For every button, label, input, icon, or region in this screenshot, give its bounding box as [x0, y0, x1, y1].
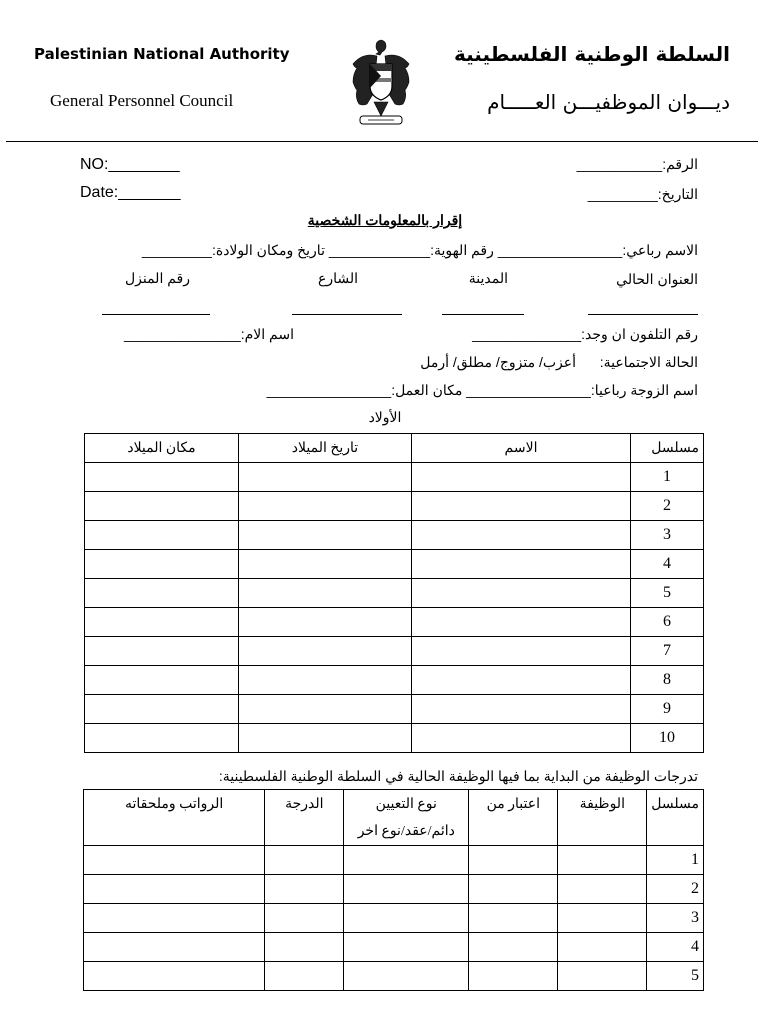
table-row	[84, 846, 704, 875]
table-cell[interactable]	[469, 846, 558, 875]
dept-name-ar: ديـــوان الموظفيـــن العـــــام	[487, 90, 730, 114]
eagle-emblem-icon	[350, 36, 412, 130]
house-number-label: رقم المنزل	[124, 270, 190, 286]
city-label: المدينة	[468, 270, 508, 286]
appointment-type-subheader: دائم/عقد/نوع اخر	[357, 824, 455, 839]
row-number: 6	[631, 608, 704, 637]
table-cell[interactable]	[558, 875, 647, 904]
date-field-en[interactable]: Date:_______	[80, 184, 181, 201]
table-cell[interactable]	[239, 463, 412, 492]
table-row	[84, 962, 704, 991]
table-cell[interactable]	[469, 904, 558, 933]
table-row	[85, 724, 704, 753]
table-cell[interactable]	[85, 695, 239, 724]
table-row	[85, 463, 704, 492]
table-row	[85, 550, 704, 579]
table-header-row	[85, 434, 704, 463]
address-blank[interactable]	[588, 314, 698, 315]
row-number: 8	[631, 666, 704, 695]
table-cell[interactable]	[239, 521, 412, 550]
job-history-table	[83, 789, 704, 991]
job-history-title: تدرجات الوظيفة من البداية بما فيها الوظيفة الحالية في السلطة الوطنية الفلسطينية:	[218, 768, 698, 784]
table-cell[interactable]	[469, 933, 558, 962]
dept-name-en: General Personnel Council	[50, 91, 234, 110]
row-number: 2	[647, 875, 704, 904]
row-number: 2	[631, 492, 704, 521]
table-row	[84, 875, 704, 904]
table-cell[interactable]	[558, 933, 647, 962]
table-cell[interactable]	[558, 904, 647, 933]
table-cell[interactable]	[85, 608, 239, 637]
mother-name-field[interactable]: اسم الام:_______________	[123, 326, 294, 342]
table-cell[interactable]	[265, 875, 344, 904]
table-header: تاريخ الميلاد	[239, 434, 412, 463]
table-cell[interactable]	[85, 579, 239, 608]
table-header: الاسم	[412, 434, 631, 463]
table-row	[85, 666, 704, 695]
row-number: 3	[631, 521, 704, 550]
row-number: 5	[631, 579, 704, 608]
table-cell[interactable]	[239, 637, 412, 666]
table-header: مسلسل	[631, 434, 704, 463]
row-number: 4	[647, 933, 704, 962]
date-field-ar[interactable]: التاريخ:_________	[587, 186, 698, 202]
table-cell[interactable]	[558, 846, 647, 875]
table-cell[interactable]	[85, 550, 239, 579]
table-header: اعتبار من	[469, 790, 558, 846]
org-name-ar: السلطة الوطنية الفلسطينية	[454, 42, 730, 66]
table-cell[interactable]	[85, 521, 239, 550]
table-cell[interactable]	[84, 933, 265, 962]
form-title: إقرار بالمعلومات الشخصية	[307, 212, 463, 228]
table-row	[85, 492, 704, 521]
table-cell[interactable]	[412, 608, 631, 637]
marital-status-label: الحالة الاجتماعية:	[599, 354, 698, 370]
table-cell[interactable]	[412, 666, 631, 695]
row-number: 3	[647, 904, 704, 933]
header-divider	[6, 141, 758, 142]
table-header: الدرجة	[265, 790, 344, 846]
row-number: 4	[631, 550, 704, 579]
street-blank[interactable]	[292, 314, 402, 315]
table-header: مكان الميلاد	[85, 434, 239, 463]
org-name-en: Palestinian National Authority	[34, 45, 290, 63]
row-number: 5	[647, 962, 704, 991]
table-cell[interactable]	[239, 608, 412, 637]
table-cell[interactable]	[265, 933, 344, 962]
table-cell[interactable]	[469, 875, 558, 904]
spouse-workplace-fields[interactable]: اسم الزوجة رباعيا:________________ مكان العمل:________________	[266, 382, 698, 398]
number-field-ar[interactable]: الرقم:___________	[576, 156, 698, 172]
name-id-birth-fields[interactable]: الاسم رباعي:________________ رقم الهوية:_____________ تاريخ ومكان الولادة:_________	[141, 242, 698, 258]
children-table	[84, 433, 704, 753]
number-field-en[interactable]: NO:________	[80, 156, 180, 173]
row-number: 7	[631, 637, 704, 666]
table-row	[85, 521, 704, 550]
table-cell[interactable]	[239, 579, 412, 608]
table-header: الوظيفة	[558, 790, 647, 846]
table-row	[85, 637, 704, 666]
table-cell[interactable]	[344, 904, 469, 933]
table-cell[interactable]	[344, 846, 469, 875]
table-header: مسلسل	[647, 790, 704, 846]
city-blank[interactable]	[442, 314, 524, 315]
table-cell[interactable]	[558, 962, 647, 991]
street-label: الشارع	[317, 270, 358, 286]
table-cell[interactable]	[265, 962, 344, 991]
row-number: 9	[631, 695, 704, 724]
table-cell[interactable]	[85, 637, 239, 666]
table-cell[interactable]	[84, 904, 265, 933]
table-cell[interactable]	[265, 846, 344, 875]
table-cell[interactable]	[412, 579, 631, 608]
table-cell[interactable]	[412, 695, 631, 724]
table-cell[interactable]	[412, 521, 631, 550]
table-row	[85, 695, 704, 724]
table-header: الرواتب وملحقاته	[84, 790, 265, 846]
row-number: 1	[647, 846, 704, 875]
table-cell[interactable]	[344, 875, 469, 904]
table-cell[interactable]	[85, 666, 239, 695]
table-cell[interactable]	[85, 463, 239, 492]
table-header: نوع التعيين	[375, 797, 437, 812]
table-cell[interactable]	[412, 637, 631, 666]
table-row	[85, 608, 704, 637]
appointment-type-header	[344, 790, 469, 846]
phone-field[interactable]: رقم التلفون ان وجد:______________	[472, 326, 698, 342]
table-cell[interactable]	[84, 846, 265, 875]
children-title: الأولاد	[368, 409, 402, 425]
table-cell[interactable]	[265, 904, 344, 933]
table-cell[interactable]	[85, 724, 239, 753]
table-row	[85, 579, 704, 608]
table-cell[interactable]	[469, 962, 558, 991]
table-cell[interactable]	[412, 550, 631, 579]
table-cell[interactable]	[239, 724, 412, 753]
address-label: العنوان الحالي	[616, 271, 698, 287]
table-header-row	[84, 790, 704, 846]
table-cell[interactable]	[239, 550, 412, 579]
row-number: 1	[631, 463, 704, 492]
table-cell[interactable]	[344, 933, 469, 962]
table-row	[84, 904, 704, 933]
table-cell[interactable]	[344, 962, 469, 991]
table-row	[84, 933, 704, 962]
table-cell[interactable]	[85, 492, 239, 521]
marital-status-options[interactable]: أعزب/ متزوج/ مطلق/ أرمل	[420, 354, 576, 370]
table-cell[interactable]	[412, 463, 631, 492]
table-cell[interactable]	[239, 666, 412, 695]
table-cell[interactable]	[412, 492, 631, 521]
table-cell[interactable]	[239, 492, 412, 521]
table-cell[interactable]	[84, 962, 265, 991]
house-number-blank[interactable]	[102, 314, 210, 315]
table-cell[interactable]	[239, 695, 412, 724]
table-cell[interactable]	[84, 875, 265, 904]
table-cell[interactable]	[412, 724, 631, 753]
row-number: 10	[631, 724, 704, 753]
